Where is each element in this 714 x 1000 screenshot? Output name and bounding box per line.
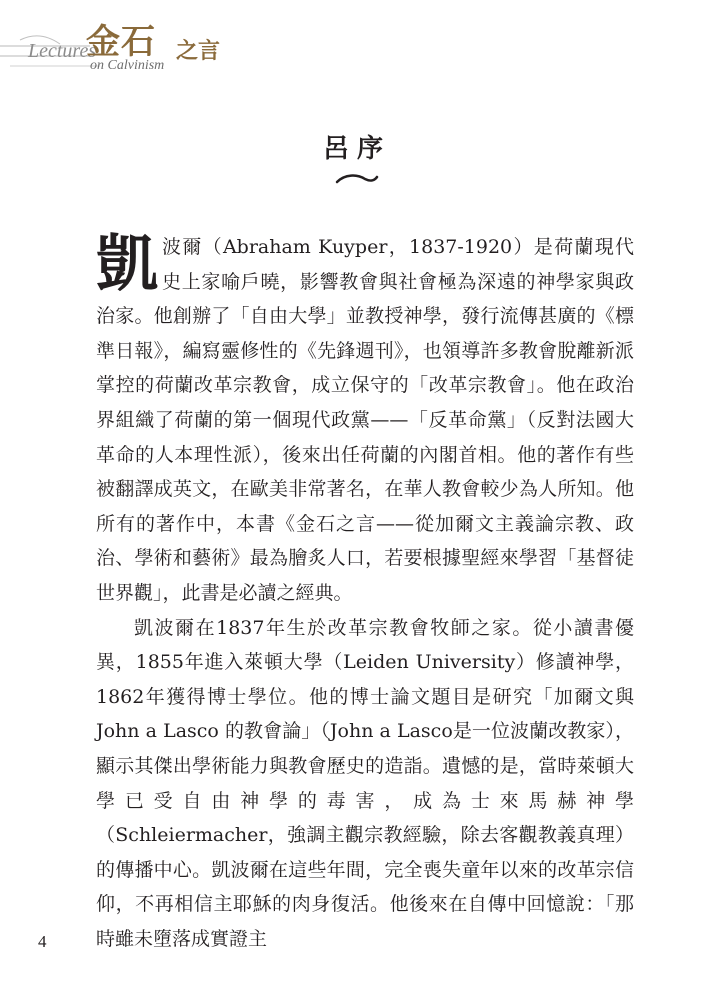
drop-cap: 凱 <box>96 227 159 300</box>
page-number: 4 <box>38 932 47 951</box>
running-header <box>0 0 714 80</box>
logo-title: 金石 <box>86 22 156 62</box>
paragraph-1 <box>96 227 634 611</box>
paragraph-1-text: 波爾（Abraham Kuyper，1837-1920）是荷蘭現代史上家喻戶曉，影響教會與社會極為深遠的神學家與政治家。他創辦了「自由大學」並教授神學，發行流傳甚廣的《標準日報》，編寫靈修性的《先鋒週刊》，也領導許多教會脫離新派掌控的荷蘭改革宗教會，成立保守的「改革宗教會」。他在政治界組織了荷蘭的第一個現代政黨——「反革命黨」（反對法國大革命的人本理性派），後來出任荷蘭的內閣首相。他的著作有些被翻譯成英文，在歐美非常著名，在華人教會較少為人所知。他所有的著作中，本書《金石之言——從加爾文主義論宗教、政治、學術和藝術》最為膾炙人口，若要根據聖經來學習「基督徒世界觀」，此書是必讀之經典。 <box>96 236 634 604</box>
paragraph-2: 凱波爾在1837年生於改革宗教會牧師之家。從小讀書優異，1855年進入萊頓大學（Leiden University）修讀神學，1862年獲得博士學位。他的博士論文題目是研究「加爾文與 John a Lasco 的教會論」（John a Lasco是一位波蘭改教家），顯示其傑出學術能力與教會歷史的造詣。遺憾的是，當時萊頓大學已受自由神學的毒害，成為士來馬赫神學（Schleiermacher，強調主觀宗教經驗，除去客觀教義真理）的傳播中心。凱波爾在這些年間，完全喪失童年以來的改革宗信仰，不再相信主耶穌的肉身復活。他後來在自傳中回憶說：「那時雖未墮落成實證主 <box>96 616 634 950</box>
logo-title-small: 之言 <box>176 38 221 64</box>
logo-subtitle: on Calvinism <box>90 58 165 73</box>
title-swash-ornament <box>335 170 379 188</box>
page-title: 呂序 <box>322 134 391 164</box>
logo-script-text: Lectures <box>28 40 97 62</box>
body-text <box>96 227 634 956</box>
